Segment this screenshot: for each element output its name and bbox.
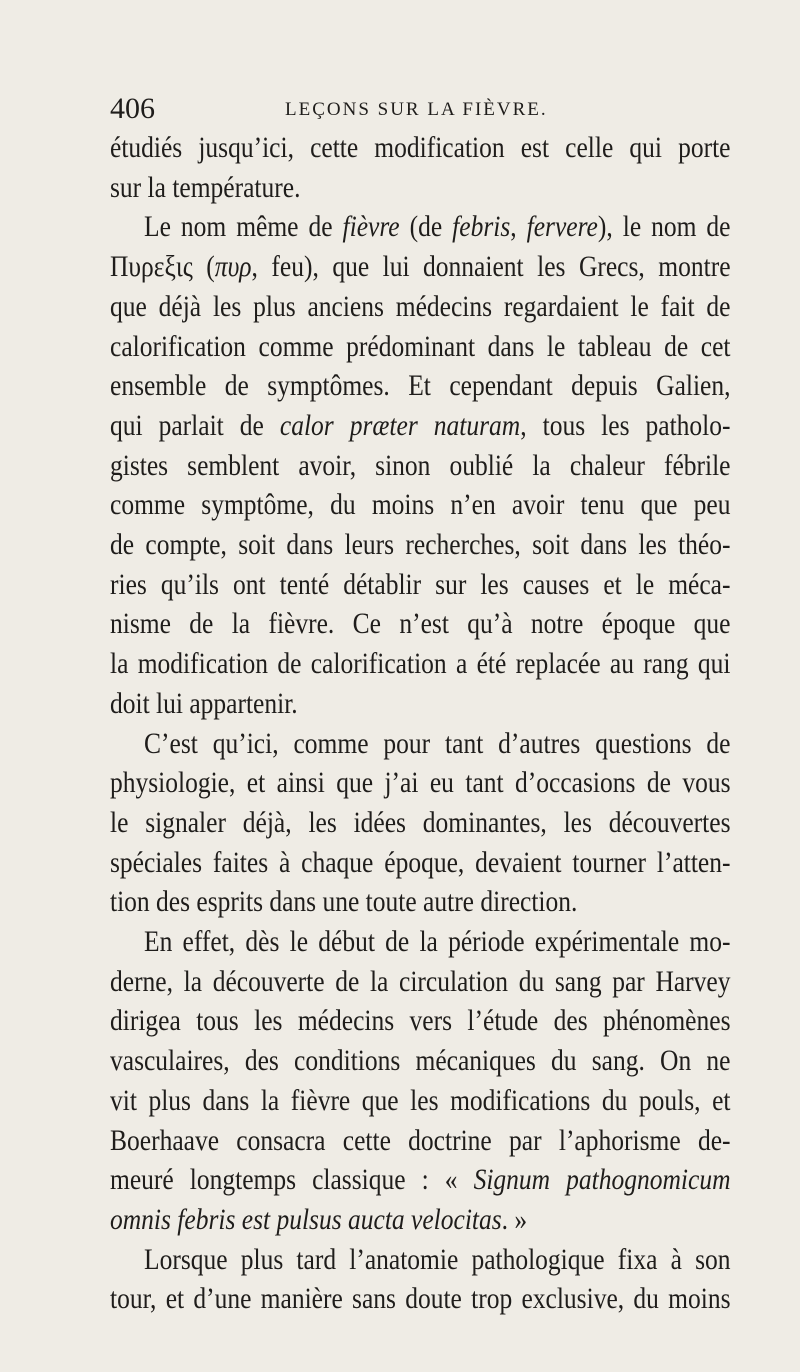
text-line [110, 843, 731, 883]
italic-text: febris [452, 210, 511, 244]
text-line [110, 168, 731, 208]
text-run: meuré longtemps classique : « [110, 1163, 474, 1197]
text-line [110, 446, 731, 486]
text-run: gistes semblent avoir, sinon oublié la chaleur fébrile [110, 448, 731, 482]
text-line [110, 327, 731, 367]
italic-text: fièvre [342, 210, 400, 244]
text-run: qui parlait de [110, 408, 280, 442]
italic-text: calor præter naturam [279, 408, 521, 442]
text-line [110, 247, 731, 287]
text-run: étudiés jusqu’ici, cette modification est celle qui porte [110, 131, 731, 164]
text-line [110, 803, 731, 843]
text-run: , feu), que lui donnaient les Grecs, montre [251, 250, 731, 284]
text-run: (de [399, 210, 453, 244]
text-run: derne, la découverte de la circulation du sang par Harvey [110, 964, 731, 998]
text-line [110, 604, 731, 644]
italic-text: omnis febris est pulsus aucta velocitas [110, 1202, 502, 1236]
text-run: ries qu’ils ont tenté détablir sur les causes et le méca- [110, 567, 731, 601]
text-line [110, 207, 731, 247]
text-run: comme symptôme, du moins n’en avoir tenu que peu [110, 488, 731, 522]
text-line [110, 366, 731, 406]
text-run: de compte, soit dans leurs recherches, soit dans les théo- [110, 528, 731, 562]
text-run: sur la température. [110, 170, 301, 204]
text-run: physiologie, et ainsi que j’ai eu tant d’occasions de vous [110, 766, 731, 800]
text-line [110, 962, 731, 1002]
italic-text: fervere [526, 210, 598, 244]
text-run: dirigea tous les médecins vers l’étude des phénomènes [110, 1004, 731, 1038]
text-run: En effet, dès le début de la période expérimentale mo- [144, 925, 731, 959]
text-line [110, 406, 731, 446]
text-run: ), le nom de [597, 210, 731, 244]
text-run: le signaler déjà, les idées dominantes, les découvertes [110, 805, 731, 839]
text-line [110, 1200, 731, 1240]
text-run: tion des esprits dans une toute autre direction. [110, 885, 578, 919]
text-line [110, 565, 731, 605]
text-line [110, 724, 731, 764]
text-line [110, 882, 731, 922]
text-line [110, 763, 731, 803]
text-run: la modification de calorification a été replacée au rang qui [110, 647, 731, 681]
text-line [110, 1240, 731, 1280]
text-run: Boerhaave consacra cette doctrine par l’aphorisme de- [110, 1123, 731, 1157]
text-line [110, 922, 731, 962]
text-run: vasculaires, des conditions mécaniques du sang. On ne [110, 1044, 731, 1078]
text-line [110, 684, 731, 724]
text-run: que déjà les plus anciens médecins regardaient le fait de [110, 289, 731, 323]
text-line [110, 1001, 731, 1041]
text-run: tour, et d’une manière sans doute trop exclusive, du moins [110, 1282, 731, 1316]
text-line [110, 1279, 731, 1319]
text-run: . » [501, 1202, 528, 1236]
page-number: 406 [110, 92, 155, 125]
text-run: vit plus dans la fièvre que les modifications du pouls, et [110, 1083, 731, 1117]
text-line [110, 525, 731, 565]
text-run: nisme de la fièvre. Ce n’est qu’à notre époque que [110, 607, 731, 641]
body-text [110, 128, 731, 1319]
text-line [110, 128, 731, 168]
text-run: Πυρεξις ( [110, 250, 215, 284]
text-line [110, 1160, 731, 1200]
text-run: C’est qu’ici, comme pour tant d’autres questions de [144, 726, 731, 760]
text-run: calorification comme prédominant dans le tableau de cet [110, 329, 731, 363]
text-line [110, 644, 731, 684]
text-run: , tous les patholo- [520, 408, 731, 442]
text-line [110, 1041, 731, 1081]
text-run: , [510, 210, 527, 244]
text-run: Le nom même de [144, 210, 343, 244]
text-line [110, 287, 731, 327]
text-line [110, 1081, 731, 1121]
page-header [110, 92, 730, 128]
text-run: ensemble de symptômes. Et cependant depuis Galien, [110, 369, 731, 403]
text-line [110, 485, 731, 525]
text-line [110, 1121, 731, 1161]
running-head: LEÇONS SUR LA FIÈVRE. [285, 99, 548, 120]
text-run: doit lui appartenir. [110, 686, 298, 720]
text-run: Lorsque plus tard l’anatomie pathologique fixa à son [144, 1242, 731, 1276]
text-run: spéciales faites à chaque époque, devaient tourner l’atten- [110, 845, 731, 879]
italic-text: Signum pathognomicum [473, 1163, 731, 1197]
italic-text: πυρ [214, 250, 252, 284]
